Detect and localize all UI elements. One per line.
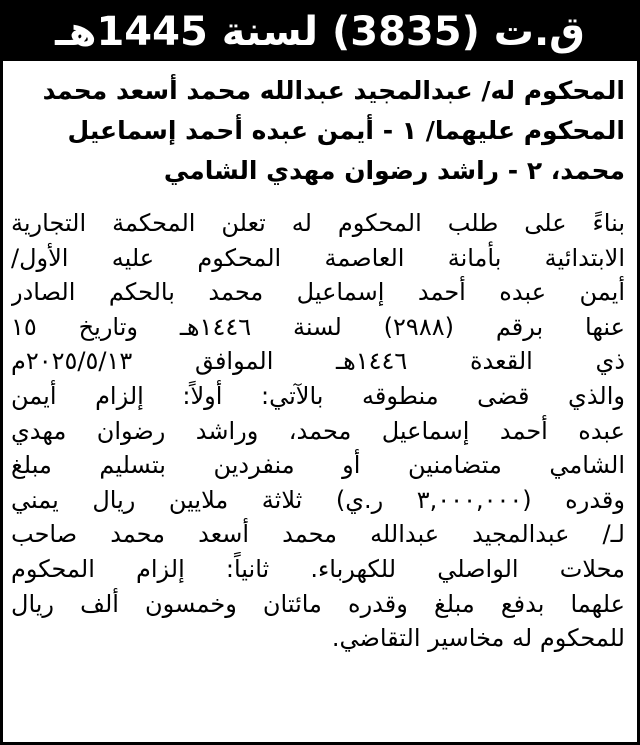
- body-line: عنها برقم (٢٩٨٨) لسنة ١٤٤٦هـ وتاريخ ١٥: [11, 312, 625, 341]
- judgment-debtors-line-continued: محمد، ٢ - راشد رضوان مهدي الشامي: [163, 156, 625, 185]
- body-line: للمحكوم له مخاسير التقاضي.: [331, 624, 625, 653]
- body-line: بناءً على طلب المحكوم له تعلن المحكمة التجارية: [11, 209, 625, 237]
- parties-block: [15, 71, 625, 191]
- body-line: أيمن عبده أحمد إسماعيل محمد بالحكم الصادر: [11, 278, 625, 307]
- body-line: عبده أحمد إسماعيل محمد، وراشد رضوان مهدي: [11, 416, 625, 445]
- judgment-debtors-line: المحكوم عليهما/ ١ - أيمن عبده أحمد إسماعيل: [67, 116, 625, 145]
- body-line: لـ/ عبدالمجيد عبدالله محمد أسعد محمد صاحب: [11, 520, 625, 549]
- body-line: ذي القعدة ١٤٤٦هـ الموافق ٢٠٢٥/٥/١٣م: [11, 347, 625, 376]
- body-line: محلات الواصلي للكهرباء. ثانياً: إلزام المحكوم: [11, 554, 625, 583]
- notice-title: ق.ت (3835) لسنة 1445هـ: [3, 3, 637, 61]
- body-line: وقدره (٣,٠٠٠,٠٠٠ ر.ي) ثلاثة ملايين ريال يمني: [11, 485, 625, 514]
- notice-body: [11, 206, 625, 656]
- body-line: والذي قضى منطوقه بالآتي: أولاً: إلزام أيمن: [11, 381, 625, 410]
- body-line: الابتدائية بأمانة العاصمة المحكوم عليه الأول/: [11, 243, 625, 272]
- body-line: علهما بدفع مبلغ وقدره مائتان وخمسون ألف ريال: [11, 589, 625, 618]
- judgment-creditor-line: المحكوم له/ عبدالمجيد عبدالله محمد أسعد محمد: [42, 76, 625, 105]
- body-line: الشامي متضامنين أو منفردين بتسليم مبلغ: [11, 451, 625, 480]
